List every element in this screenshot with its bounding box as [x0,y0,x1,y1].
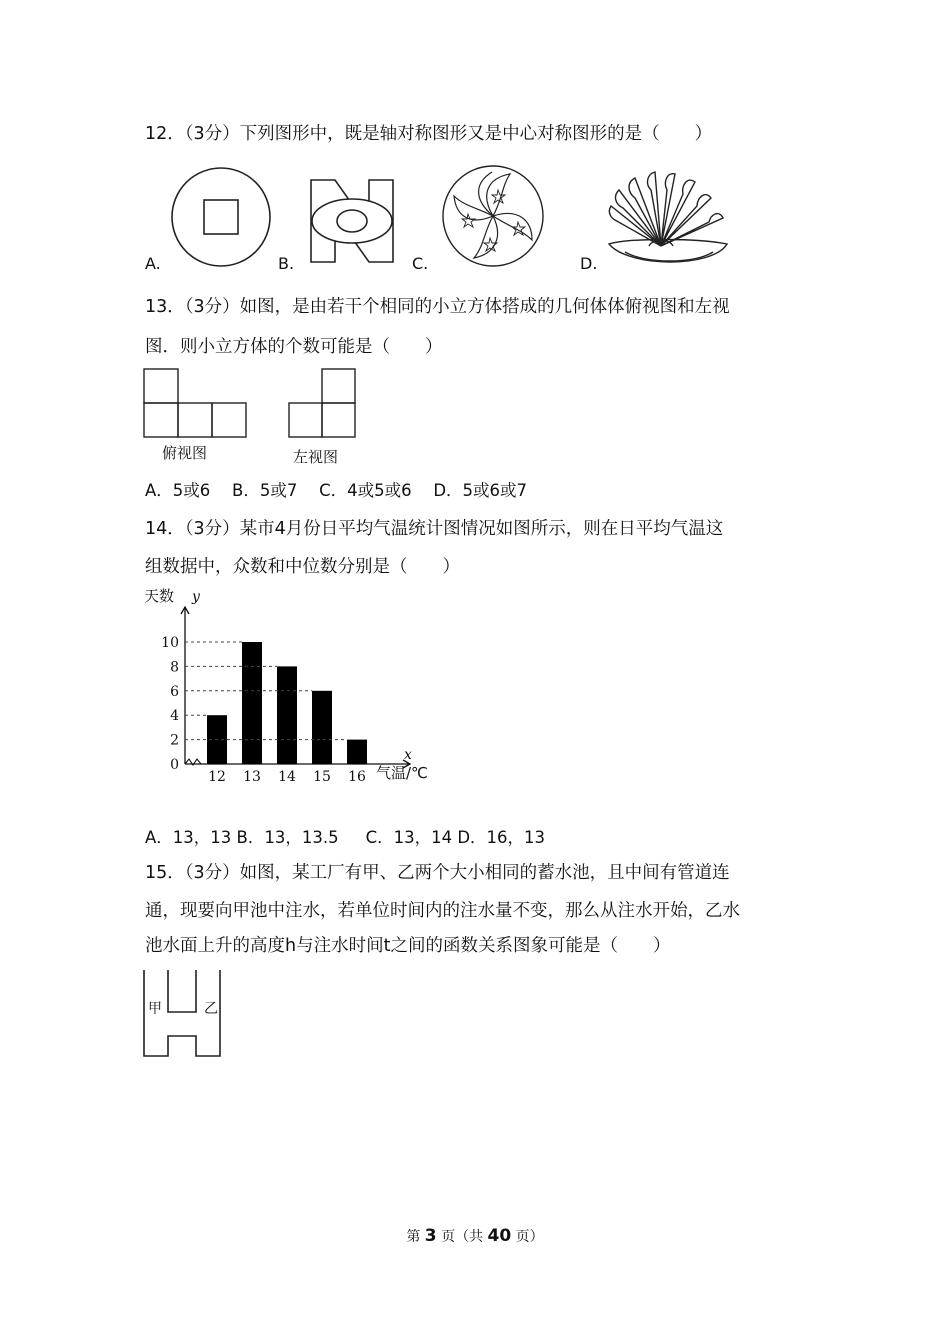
q12-option-a: A. [145,254,161,273]
figure-a-circle-square [168,166,278,276]
tank-jia-label: 甲 [148,1001,162,1017]
y-axis-variable: y [192,589,200,605]
y-axis-label: 天数 [144,587,175,605]
x-tick-label: 14 [278,769,296,785]
page-footer [0,1226,950,1246]
x-axis-variable: x [404,747,412,763]
bar [347,740,367,764]
q15-stem-line3: 池水面上升的高度h与注水时间t之间的函数关系图象可能是（ ） [145,936,671,956]
footer-mid: 页（共 [441,1229,484,1245]
left-view-label: 左视图 [293,448,339,466]
y-tick-label: 6 [170,683,179,700]
top-view-label: 俯视图 [162,444,208,462]
q12-option-d: D. [580,254,598,273]
x-tick-label: 12 [208,769,226,785]
x-tick-label: 16 [348,769,366,785]
q14-stem-line2: 组数据中，众数和中位数分别是（ ） [145,557,460,577]
y-tick-label: 4 [170,708,179,725]
bar [277,666,297,764]
q12-stem: 12．（3分）下列图形中，既是轴对称图形又是中心对称图形的是（ ） [145,124,713,144]
q15-stem-line2: 通，现要向甲池中注水，若单位时间内的注水量不变，那么从注水开始，乙水 [145,901,740,921]
footer-total-pages: 40 [487,1226,512,1246]
q15-stem-line1: 15．（3分）如图，某工厂有甲、乙两个大小相同的蓄水池，且中间有管道连 [145,863,730,883]
bar [312,691,332,764]
footer-prefix: 第 [406,1229,421,1245]
top-view-diagram [143,368,253,440]
figure-b-letter-n-eye [307,176,407,276]
q12-option-b: B. [278,254,295,273]
y-tick-label: 8 [170,659,179,676]
temperature-bar-chart [140,585,440,785]
figure-d-fan [605,168,735,278]
q13-choices: A．5或6 B．5或7 C．4或5或6 D．5或6或7 [145,481,528,500]
q14-choices: A．13，13 B．13，13.5 C．13，14 D．16，13 [145,828,546,847]
figure-c-bauhinia [440,164,550,274]
bar [242,642,262,764]
y-tick-label: 2 [170,732,179,749]
y-tick-label: 0 [170,757,179,773]
footer-suffix: 页） [515,1229,544,1245]
footer-page-number: 3 [424,1226,437,1246]
q12-option-c: C. [412,254,429,273]
x-tick-label: 15 [313,769,331,785]
x-tick-label: 13 [243,769,261,785]
q13-stem-line2: 图．则小立方体的个数可能是（ ） [145,337,443,357]
q14-stem-line1: 14．（3分）某市4月份日平均气温统计图情况如图所示，则在日平均气温这 [145,519,724,539]
left-view-diagram [288,368,368,440]
x-axis-label: 气温/℃ [376,764,428,782]
q13-stem-line1: 13．（3分）如图，是由若干个相同的小立方体搭成的几何体体俯视图和左视 [145,297,730,317]
y-tick-label: 10 [161,635,179,651]
tank-yi-label: 乙 [204,1001,218,1017]
